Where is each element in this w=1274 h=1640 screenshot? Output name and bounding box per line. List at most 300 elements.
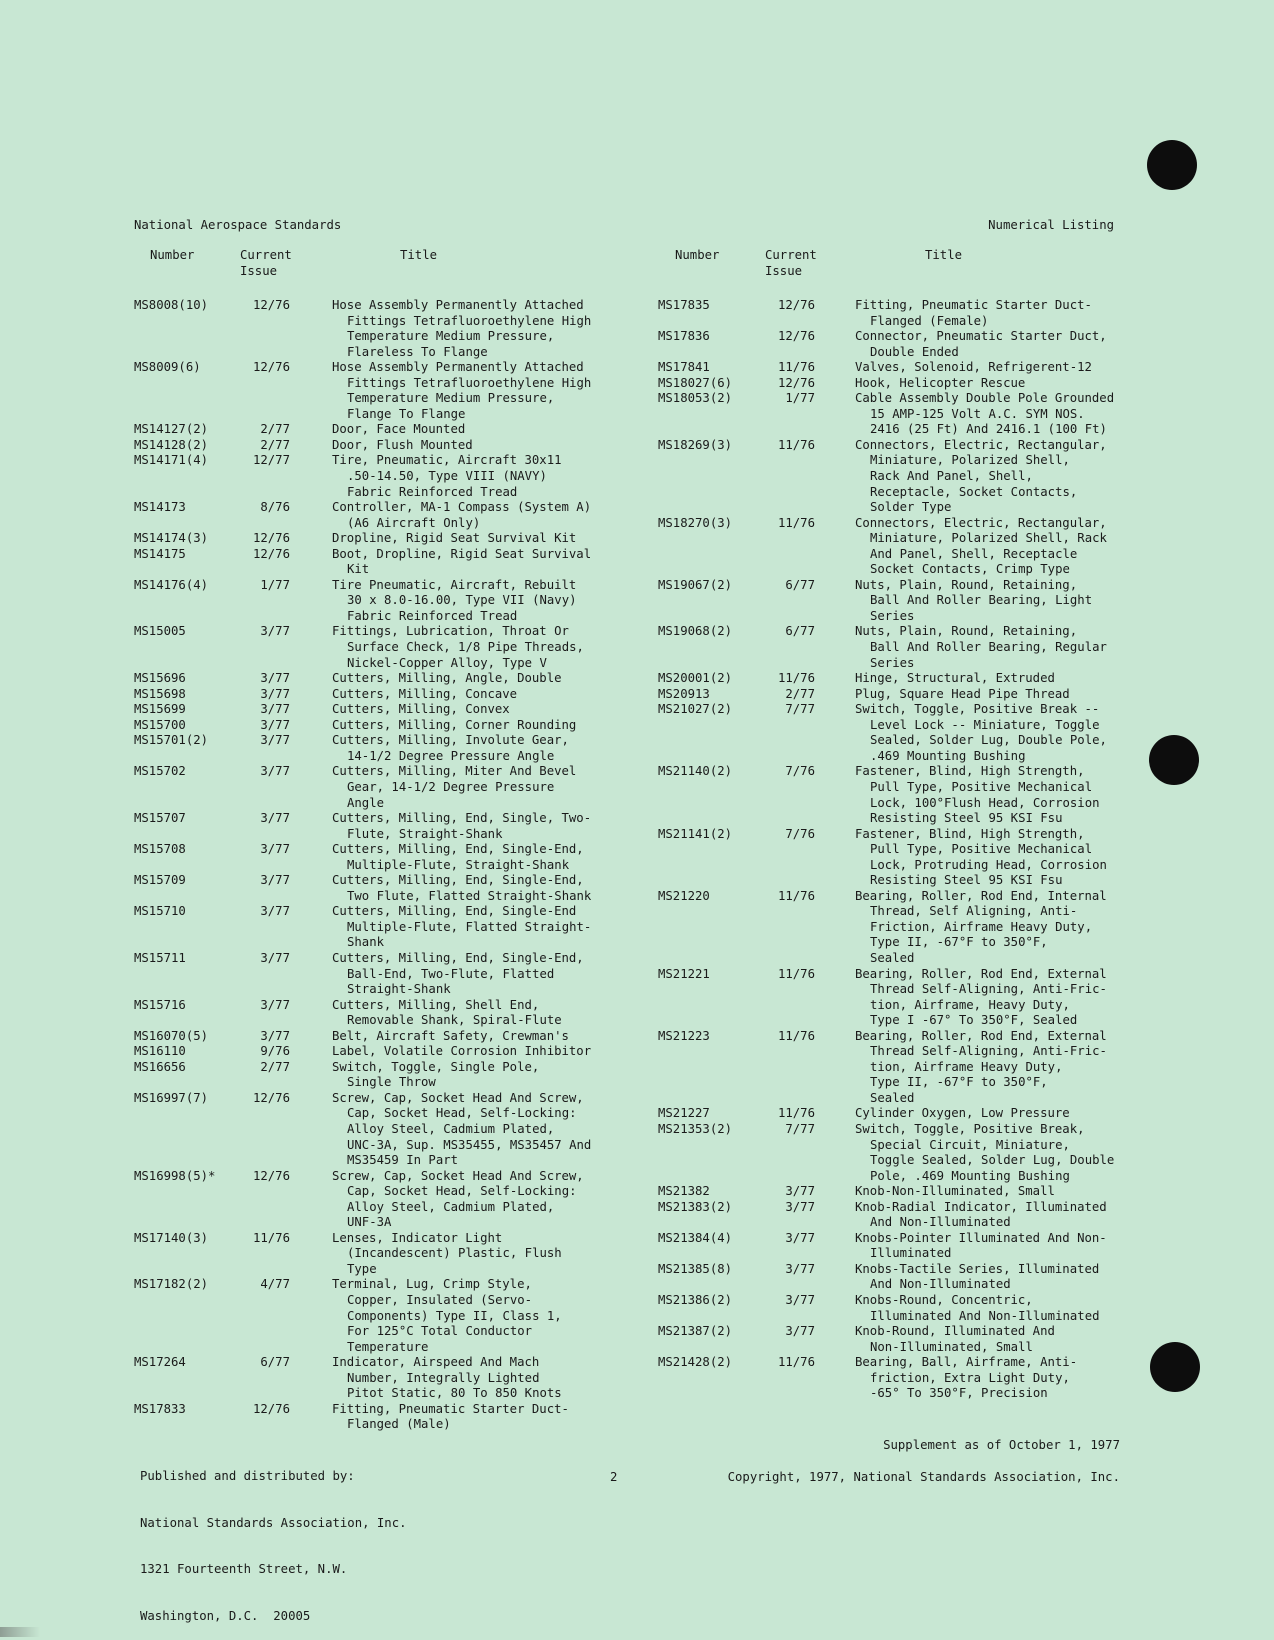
standard-number: MS21140(2) (658, 764, 733, 779)
title-line: Door, Flush Mounted (332, 437, 473, 452)
standard-title (332, 1169, 634, 1231)
listing-entry (658, 967, 1158, 1029)
current-issue: 1/77 (260, 577, 290, 592)
current-issue: 11/76 (777, 437, 815, 452)
col-header-title-right: Title (925, 248, 963, 262)
title-line: Hook, Helicopter Rescue (855, 375, 1026, 390)
title-line: Label, Volatile Corrosion Inhibitor (332, 1044, 592, 1059)
title-line: Fastener, Blind, High Strength, (855, 764, 1085, 779)
current-issue: 8/76 (260, 500, 290, 515)
current-issue: 9/76 (260, 1044, 290, 1059)
current-issue: 12/77 (252, 453, 290, 468)
publisher-line: Washington, D.C. 20005 (140, 1608, 311, 1623)
title-line: Ball And Roller Bearing, Regular (870, 640, 1107, 655)
listing-entry (658, 376, 1158, 392)
title-line: Type I -67° To 350°F, Sealed (870, 1013, 1078, 1028)
listing-entry (658, 1231, 1158, 1262)
listing-entry (658, 1262, 1158, 1293)
standard-number: MS18053(2) (658, 391, 733, 406)
col-header-current: Current (240, 248, 292, 262)
listing-entry (134, 1169, 634, 1231)
standard-number: MS21385(8) (658, 1261, 733, 1276)
current-issue: 11/76 (777, 888, 815, 903)
current-issue: 3/77 (785, 1230, 815, 1245)
standard-number: MS15700 (134, 717, 186, 732)
current-issue: 12/76 (252, 1168, 290, 1183)
listing-entry (134, 842, 634, 873)
publisher-block (140, 1438, 407, 1640)
title-line: Knob-Radial Indicator, Illuminated (855, 1199, 1107, 1214)
title-line: Flute, Straight-Shank (347, 826, 503, 841)
title-line: And Non-Illuminated (870, 1277, 1011, 1292)
title-line: Hose Assembly Permanently Attached (332, 298, 584, 312)
standard-title (332, 718, 634, 734)
title-line: Type (347, 1261, 377, 1276)
title-line: 15 AMP-125 Volt A.C. SYM NOS. (870, 406, 1085, 421)
standard-title (332, 842, 634, 873)
title-line: Temperature (347, 1339, 429, 1354)
current-issue: 3/77 (260, 671, 290, 686)
standard-number: MS18027(6) (658, 375, 733, 390)
listing-entry (134, 1060, 634, 1091)
title-line: Rack And Panel, Shell, (870, 469, 1033, 484)
col-header-issue: Issue (240, 263, 278, 278)
listing-entry (658, 1324, 1158, 1355)
title-line: Nuts, Plain, Round, Retaining, (855, 624, 1078, 639)
title-line: Components) Type II, Class 1, (347, 1308, 562, 1323)
standard-number: MS15699 (134, 702, 186, 717)
current-issue: 12/76 (252, 360, 290, 375)
title-line: Cable Assembly Double Pole Grounded (855, 391, 1115, 406)
title-line: Cutters, Milling, End, Single-End, (332, 950, 584, 965)
listing-entry (658, 1200, 1158, 1231)
standard-number: MS21223 (658, 1028, 710, 1043)
title-line: Flanged (Male) (347, 1417, 451, 1432)
title-line: Cutters, Milling, End, Single-End (332, 904, 577, 919)
title-line: Thread Self-Aligning, Anti-Fric- (870, 982, 1107, 997)
standard-number: MS16998(5)* (134, 1168, 216, 1183)
standard-number: MS19068(2) (658, 624, 733, 639)
title-line: Alloy Steel, Cadmium Plated, (347, 1121, 555, 1136)
standard-title (855, 1184, 1158, 1200)
listing-entry (134, 578, 634, 625)
col-header-current-issue (240, 248, 292, 279)
listing-entry (134, 687, 634, 703)
current-issue: 6/77 (785, 624, 815, 639)
title-line: Fastener, Blind, High Strength, (855, 826, 1085, 841)
title-line: UNC-3A, Sup. MS35455, MS35457 And (347, 1137, 592, 1152)
standard-number: MS15696 (134, 671, 186, 686)
title-line: Pole, .469 Mounting Bushing (870, 1168, 1070, 1183)
current-issue: 1/77 (785, 391, 815, 406)
supplement-date: Supplement as of October 1, 1977 (883, 1438, 1120, 1452)
col-header-number: Number (150, 248, 195, 262)
title-line: Cutters, Milling, Shell End, (332, 997, 540, 1012)
standard-number: MS18269(3) (658, 437, 733, 452)
listing-entry (134, 453, 634, 500)
title-line: Connector, Pneumatic Starter Duct, (855, 329, 1107, 344)
current-issue: 12/76 (777, 329, 815, 344)
standard-number: MS21383(2) (658, 1199, 733, 1214)
title-line: Pull Type, Positive Mechanical (870, 842, 1093, 857)
standard-title (332, 702, 634, 718)
title-line: Alloy Steel, Cadmium Plated, (347, 1199, 555, 1214)
standard-title (855, 702, 1158, 764)
title-line: 2416 (25 Ft) And 2416.1 (100 Ft) (870, 422, 1107, 437)
title-line: Tire, Pneumatic, Aircraft 30x11 (332, 453, 562, 468)
title-line: Nuts, Plain, Round, Retaining, (855, 577, 1078, 592)
current-issue: 3/77 (260, 873, 290, 888)
title-line: Lock, 100°Flush Head, Corrosion (870, 795, 1100, 810)
title-line: Knobs-Pointer Illuminated And Non- (855, 1230, 1107, 1245)
current-issue: 3/77 (785, 1261, 815, 1276)
listing-entry (134, 531, 634, 547)
standard-title (332, 687, 634, 703)
col-header-issue-right: Issue (765, 263, 803, 278)
title-line: Bearing, Roller, Rod End, Internal (855, 888, 1107, 903)
title-line: Resisting Steel 95 KSI Fsu (870, 873, 1063, 888)
title-line: Non-Illuminated, Small (870, 1339, 1033, 1354)
standard-number: MS21027(2) (658, 702, 733, 717)
title-line: Ball-End, Two-Flute, Flatted (347, 966, 555, 981)
listing-entry (134, 671, 634, 687)
right-column-listing (658, 298, 1158, 1402)
title-line: For 125°C Total Conductor (347, 1324, 533, 1339)
current-issue: 4/77 (260, 1277, 290, 1292)
standard-number: MS15698 (134, 686, 186, 701)
standard-title (855, 827, 1158, 889)
title-line: Cutters, Milling, Concave (332, 686, 518, 701)
standard-title (855, 671, 1158, 687)
title-line: Resisting Steel 95 KSI Fsu (870, 811, 1063, 826)
standard-title (332, 671, 634, 687)
standard-number: MS17835 (658, 298, 710, 312)
title-line: Type II, -67°F to 350°F, (870, 935, 1048, 950)
title-line: Bearing, Ball, Airframe, Anti- (855, 1355, 1078, 1370)
current-issue: 3/77 (260, 842, 290, 857)
current-issue: 3/77 (260, 624, 290, 639)
listing-entry (134, 1277, 634, 1355)
listing-entry (658, 438, 1158, 516)
standard-title (332, 1044, 634, 1060)
title-line: Fabric Reinforced Tread (347, 608, 518, 623)
current-issue: 12/76 (777, 298, 815, 312)
title-line: Toggle Sealed, Solder Lug, Double (870, 1153, 1115, 1168)
title-line: Cutters, Milling, Miter And Bevel (332, 764, 577, 779)
standard-title (332, 1231, 634, 1278)
standard-title (855, 687, 1158, 703)
listing-entry (658, 624, 1158, 671)
title-line: Miniature, Polarized Shell, (870, 453, 1070, 468)
current-issue: 11/76 (777, 1355, 815, 1370)
current-issue: 11/76 (777, 360, 815, 375)
page-edge-shadow (0, 1627, 40, 1637)
standard-title (332, 422, 634, 438)
standard-number: MS14175 (134, 546, 186, 561)
listing-entry (134, 904, 634, 951)
title-line: Socket Contacts, Crimp Type (870, 562, 1070, 577)
title-line: Pull Type, Positive Mechanical (870, 779, 1093, 794)
listing-entry (658, 687, 1158, 703)
current-issue: 3/77 (785, 1293, 815, 1307)
standard-title (855, 1262, 1158, 1293)
header-left: National Aerospace Standards (134, 218, 342, 232)
title-line: Plug, Square Head Pipe Thread (855, 686, 1070, 701)
title-line: Illuminated And Non-Illuminated (870, 1308, 1100, 1323)
listing-entry (134, 733, 634, 764)
listing-entry (134, 1231, 634, 1278)
title-line: (A6 Aircraft Only) (347, 515, 481, 530)
standard-title (855, 516, 1158, 578)
current-issue: 6/77 (785, 577, 815, 592)
standard-number: MS17836 (658, 329, 710, 344)
title-line: Fittings Tetrafluoroethylene High (347, 375, 592, 390)
listing-entry (134, 811, 634, 842)
standard-title (332, 624, 634, 671)
listing-entry (134, 998, 634, 1029)
current-issue: 7/76 (785, 764, 815, 779)
title-line: Screw, Cap, Socket Head And Screw, (332, 1090, 584, 1105)
title-line: Cutters, Milling, Angle, Double (332, 671, 562, 686)
listing-entry (134, 500, 634, 531)
punch-hole-top (1147, 140, 1197, 190)
title-line: Lock, Protruding Head, Corrosion (870, 857, 1107, 872)
title-line: Valves, Solenoid, Refrigerent-12 (855, 360, 1092, 375)
copyright: Copyright, 1977, National Standards Association, Inc. (727, 1470, 1120, 1484)
title-line: Switch, Toggle, Positive Break, (855, 1121, 1085, 1136)
title-line: And Panel, Shell, Receptacle (870, 546, 1078, 561)
title-line: Belt, Aircraft Safety, Crewman's (332, 1028, 569, 1043)
title-line: Knobs-Tactile Series, Illuminated (855, 1261, 1100, 1276)
listing-entry (658, 1355, 1158, 1402)
listing-entry (134, 547, 634, 578)
title-line: Temperature Medium Pressure, (347, 391, 555, 406)
title-line: Number, Integrally Lighted (347, 1370, 540, 1385)
standard-number: MS14128(2) (134, 437, 209, 452)
title-line: Series (870, 608, 915, 623)
title-line: Connectors, Electric, Rectangular, (855, 437, 1107, 452)
title-line: Solder Type (870, 500, 952, 515)
standard-title (855, 1106, 1158, 1122)
title-line: tion, Airframe Heavy Duty, (870, 1059, 1063, 1074)
standard-number: MS20001(2) (658, 671, 733, 686)
current-issue: 3/77 (785, 1324, 815, 1339)
header-right: Numerical Listing (988, 218, 1114, 232)
title-line: Two Flute, Flatted Straight-Shank (347, 888, 592, 903)
standard-number: MS17182(2) (134, 1277, 209, 1292)
title-line: Special Circuit, Miniature, (870, 1137, 1070, 1152)
standard-number: MS14127(2) (134, 422, 209, 437)
title-line: Friction, Airframe Heavy Duty, (870, 919, 1093, 934)
listing-entry (658, 298, 1158, 329)
standard-title (332, 1060, 634, 1091)
listing-entry (134, 718, 634, 734)
current-issue: 12/76 (777, 375, 815, 390)
standard-title (855, 376, 1158, 392)
title-line: Hinge, Structural, Extruded (855, 671, 1055, 686)
standard-number: MS18270(3) (658, 515, 733, 530)
standard-title (332, 500, 634, 531)
title-line: Fabric Reinforced Tread (347, 484, 518, 499)
listing-entry (134, 951, 634, 998)
listing-entry (134, 360, 634, 422)
current-issue: 12/76 (252, 546, 290, 561)
standard-title (855, 298, 1158, 329)
title-line: Fittings Tetrafluoroethylene High (347, 313, 592, 328)
title-line: Gear, 14-1/2 Degree Pressure (347, 779, 555, 794)
current-issue: 3/77 (260, 997, 290, 1012)
title-line: Series (870, 655, 915, 670)
listing-entry (658, 764, 1158, 826)
title-line: Ball And Roller Bearing, Light (870, 593, 1093, 608)
left-column-listing (134, 298, 634, 1433)
current-issue: 3/77 (785, 1184, 815, 1199)
standard-title (332, 873, 634, 904)
listing-entry (658, 827, 1158, 889)
listing-entry (658, 671, 1158, 687)
title-line: Dropline, Rigid Seat Survival Kit (332, 531, 577, 546)
title-line: And Non-Illuminated (870, 1215, 1011, 1230)
standard-number: MS14174(3) (134, 531, 209, 546)
current-issue: 3/77 (260, 717, 290, 732)
title-line: (Incandescent) Plastic, Flush (347, 1246, 562, 1261)
listing-entry (134, 1029, 634, 1045)
standard-title (855, 438, 1158, 516)
title-line: Sealed, Solder Lug, Double Pole, (870, 733, 1107, 748)
standard-title (855, 967, 1158, 1029)
listing-entry (134, 1402, 634, 1433)
title-line: Cutters, Milling, Convex (332, 702, 510, 717)
standard-number: MS21227 (658, 1106, 710, 1121)
title-line: Angle (347, 795, 385, 810)
title-line: Cylinder Oxygen, Low Pressure (855, 1106, 1070, 1121)
standard-number: MS8008(10) (134, 298, 209, 312)
title-line: Cap, Socket Head, Self-Locking: (347, 1106, 577, 1121)
current-issue: 3/77 (260, 811, 290, 826)
standard-number: MS21387(2) (658, 1324, 733, 1339)
listing-entry (134, 624, 634, 671)
title-line: Knob-Round, Illuminated And (855, 1324, 1055, 1339)
standard-title (332, 438, 634, 454)
title-line: Switch, Toggle, Single Pole, (332, 1059, 540, 1074)
title-line: Receptacle, Socket Contacts, (870, 484, 1078, 499)
standard-title (332, 1402, 634, 1433)
current-issue: 3/77 (260, 764, 290, 779)
title-line: Copper, Insulated (Servo- (347, 1293, 533, 1307)
listing-entry (658, 578, 1158, 625)
current-issue: 11/76 (777, 1106, 815, 1121)
standard-number: MS15716 (134, 997, 186, 1012)
standard-number: MS14173 (134, 500, 186, 515)
title-line: Tire Pneumatic, Aircraft, Rebuilt (332, 577, 577, 592)
listing-entry (134, 422, 634, 438)
title-line: Boot, Dropline, Rigid Seat Survival (332, 546, 592, 561)
title-line: Hose Assembly Permanently Attached (332, 360, 584, 375)
standard-title (855, 329, 1158, 360)
standard-number: MS15711 (134, 950, 186, 965)
standard-number: MS21382 (658, 1184, 710, 1199)
current-issue: 6/77 (260, 1355, 290, 1370)
standard-title (332, 1355, 634, 1402)
title-line: Pitot Static, 80 To 850 Knots (347, 1386, 562, 1401)
standard-number: MS19067(2) (658, 577, 733, 592)
standard-number: MS17841 (658, 360, 710, 375)
publisher-line: Published and distributed by: (140, 1469, 355, 1483)
title-line: 30 x 8.0-16.00, Type VII (Navy) (347, 593, 577, 608)
title-line: Cutters, Milling, Involute Gear, (332, 733, 569, 748)
listing-entry (658, 889, 1158, 967)
title-line: Sealed (870, 950, 915, 965)
standard-title (855, 578, 1158, 625)
standard-title (855, 1355, 1158, 1402)
title-line: Nickel-Copper Alloy, Type V (347, 655, 547, 670)
standard-number: MS16997(7) (134, 1090, 209, 1105)
title-line: Bearing, Roller, Rod End, External (855, 1028, 1107, 1043)
title-line: UNF-3A (347, 1215, 392, 1230)
title-line: Knobs-Round, Concentric, (855, 1293, 1033, 1307)
listing-entry (658, 360, 1158, 376)
listing-entry (134, 764, 634, 811)
standard-number: MS21386(2) (658, 1293, 733, 1307)
standard-title (855, 1231, 1158, 1262)
standard-title (855, 1293, 1158, 1324)
standard-title (332, 764, 634, 811)
standard-title (332, 951, 634, 998)
title-line: Switch, Toggle, Positive Break -- (855, 702, 1100, 717)
current-issue: 7/76 (785, 826, 815, 841)
title-line: Fitting, Pneumatic Starter Duct- (332, 1401, 569, 1416)
standard-title (855, 1324, 1158, 1355)
title-line: Kit (347, 562, 370, 577)
title-line: Thread Self-Aligning, Anti-Fric- (870, 1044, 1107, 1059)
current-issue: 3/77 (260, 904, 290, 919)
standard-title (332, 298, 634, 360)
title-line: Temperature Medium Pressure, (347, 329, 555, 344)
title-line: Cutters, Milling, End, Single-End, (332, 842, 584, 857)
title-line: Bearing, Roller, Rod End, External (855, 966, 1107, 981)
listing-entry (658, 329, 1158, 360)
current-issue: 3/77 (260, 733, 290, 748)
current-issue: 11/76 (777, 966, 815, 981)
listing-entry (134, 298, 634, 360)
current-issue: 12/76 (252, 298, 290, 312)
standard-title (855, 1200, 1158, 1231)
standard-title (332, 811, 634, 842)
listing-entry (658, 391, 1158, 438)
title-line: Thread, Self Aligning, Anti- (870, 904, 1078, 919)
title-line: .50-14.50, Type VIII (NAVY) (347, 469, 547, 484)
listing-entry (134, 438, 634, 454)
standard-title (855, 764, 1158, 826)
standard-number: MS21221 (658, 966, 710, 981)
title-line: Type II, -67°F to 350°F, (870, 1075, 1048, 1090)
standard-title (332, 1029, 634, 1045)
standard-number: MS17833 (134, 1401, 186, 1416)
standard-title (332, 578, 634, 625)
current-issue: 11/76 (777, 515, 815, 530)
current-issue: 2/77 (785, 686, 815, 701)
title-line: .469 Mounting Bushing (870, 748, 1026, 763)
current-issue: 2/77 (260, 437, 290, 452)
title-line: -65° To 350°F, Precision (870, 1386, 1048, 1401)
title-line: Knob-Non-Illuminated, Small (855, 1184, 1055, 1199)
standard-number: MS15701(2) (134, 733, 209, 748)
current-issue: 11/76 (777, 671, 815, 686)
listing-entry (134, 1044, 634, 1060)
standard-number: MS15709 (134, 873, 186, 888)
current-issue: 2/77 (260, 422, 290, 437)
title-line: Flange To Flange (347, 406, 466, 421)
